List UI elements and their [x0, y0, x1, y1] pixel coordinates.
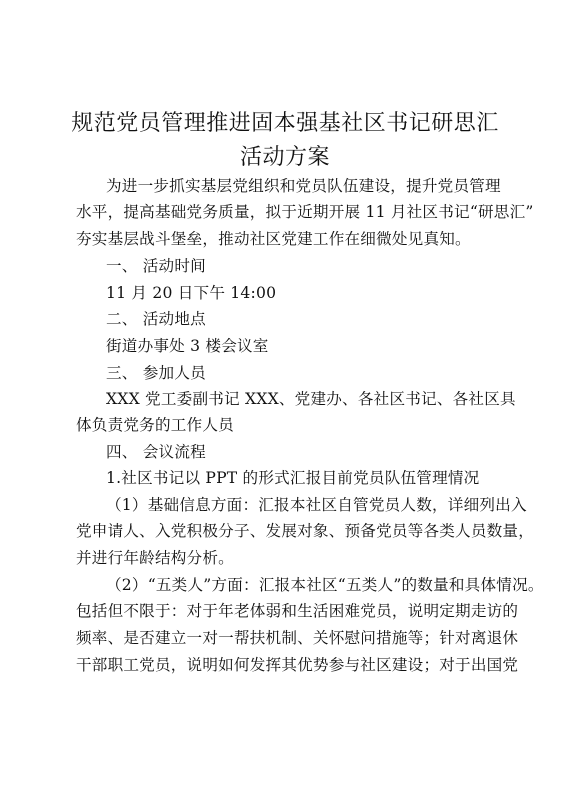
- section1-content: 11 月 20 日下午 14:00: [106, 284, 277, 302]
- item1-sub2-line3: 频率、是否建立一对一帮扶机制、关怀慰问措施等；针对离退休: [76, 629, 519, 647]
- section3-heading: 三、 参加人员: [106, 364, 206, 382]
- section3-content-line2: 体负责党务的工作人员: [76, 416, 234, 434]
- item1-sub2-line1: （2）“五类人”方面：汇报本社区“五类人”的数量和具体情况。: [106, 576, 544, 594]
- section2-content: 街道办事处 3 楼会议室: [106, 337, 269, 355]
- item1-sub1-line3: 并进行年龄结构分析。: [76, 549, 234, 567]
- item1-sub2-line4: 干部职工党员，说明如何发挥其优势参与社区建设；对于出国党: [76, 656, 519, 674]
- intro-line-1: 为进一步抓实基层党组织和党员队伍建设，提升党员管理: [106, 177, 501, 195]
- item1-sub1-line1: （1）基础信息方面：汇报本社区自管党员人数，详细列出入: [106, 496, 527, 514]
- item1-sub2-line2: 包括但不限于：对于年老体弱和生活困难党员，说明定期走访的: [76, 602, 519, 620]
- section4-heading: 四、 会议流程: [106, 443, 206, 461]
- intro-line-3: 夯实基层战斗堡垒，推动社区党建工作在细微处见真知。: [76, 230, 471, 248]
- item1-sub1-line2: 党申请人、入党积极分子、发展对象、预备党员等各类人员数量，: [76, 522, 535, 540]
- section2-heading: 二、 活动地点: [106, 310, 206, 328]
- document-title-line1: 规范党员管理推进固本强基社区书记研思汇: [71, 111, 499, 136]
- intro-line-2: 水平，提高基础党务质量，拟于近期开展 11 月社区书记“研思汇”: [76, 203, 534, 221]
- document-title-line2: 活动方案: [239, 145, 330, 170]
- item1-heading: 1.社区书记以 PPT 的形式汇报目前党员队伍管理情况: [106, 469, 480, 487]
- section3-content-line1: XXX 党工委副书记 XXX、党建办、各社区书记、各社区具: [106, 390, 516, 408]
- section1-heading: 一、 活动时间: [106, 257, 206, 275]
